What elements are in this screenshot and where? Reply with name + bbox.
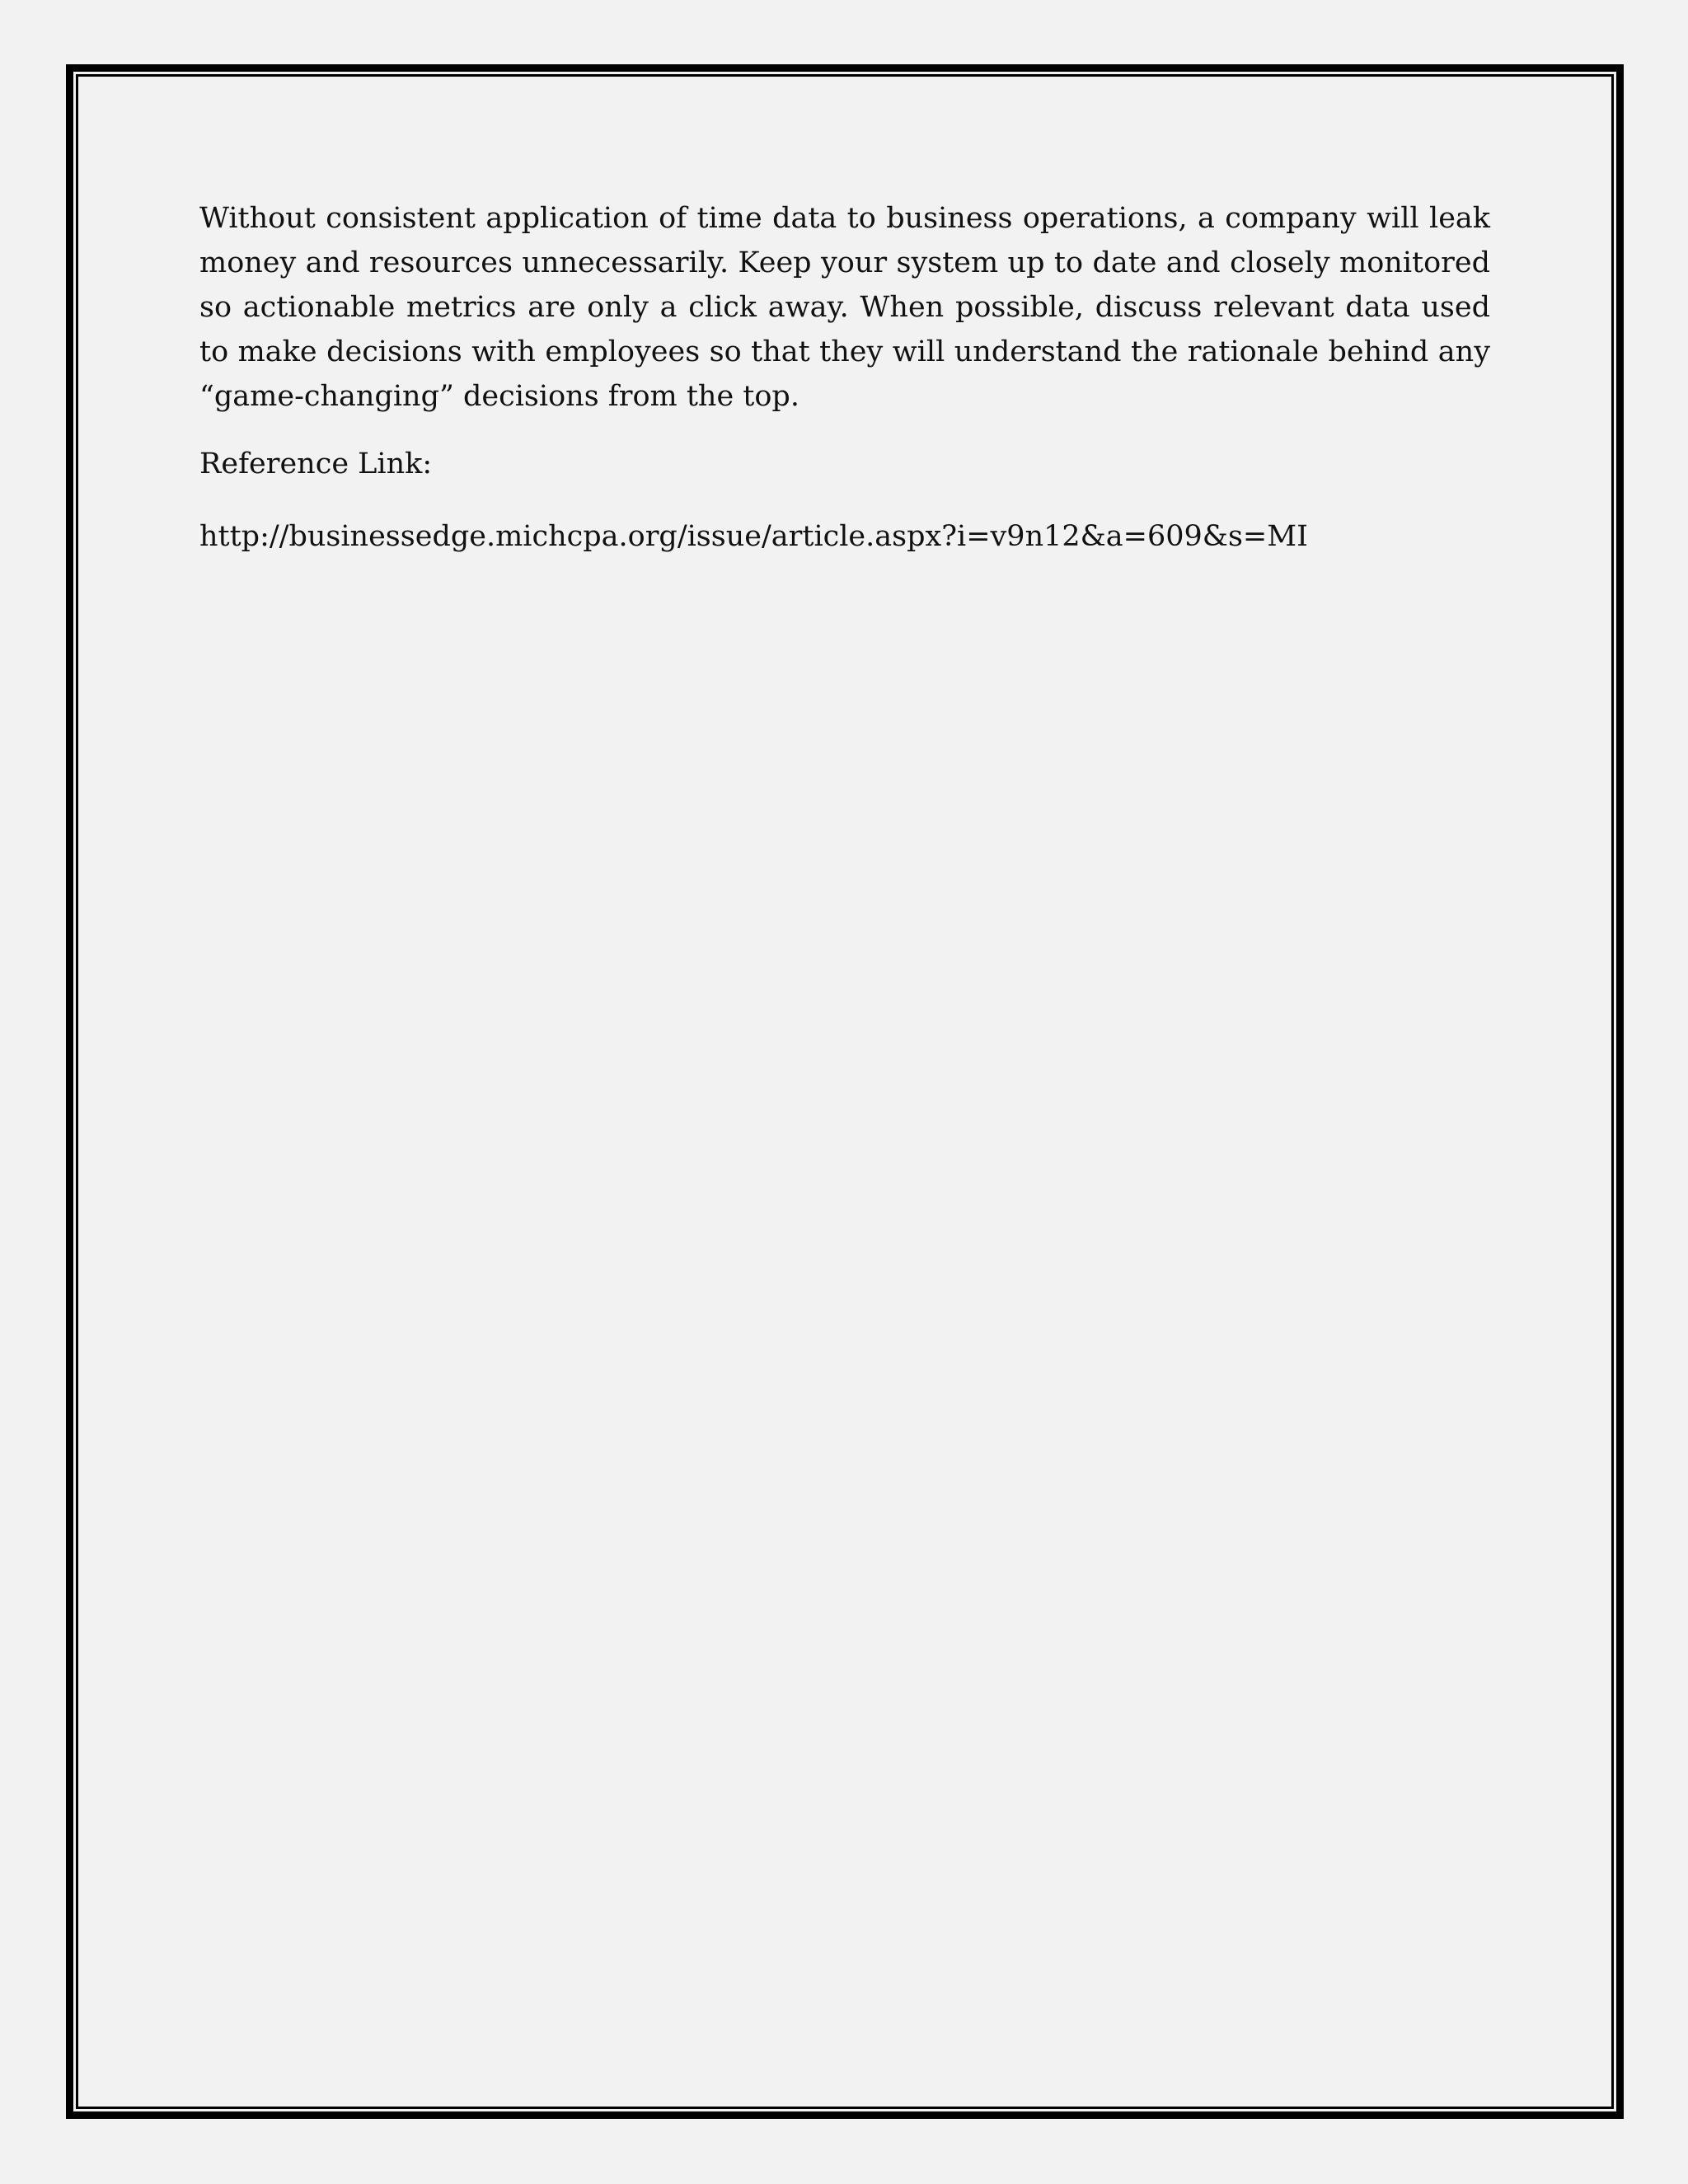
document-content — [199, 196, 1490, 559]
reference-link[interactable]: http://businessedge.michcpa.org/issue/article.aspx?i=v9n12&a=609&s=MI — [199, 520, 1308, 553]
reference-label: Reference Link: — [199, 448, 433, 480]
body-paragraph: Without consistent application of time data to business operations, a company will leak money and resources unnecessarily. Keep your system up to date and closely monitored so actionable metrics are only a click away. When possible, discuss relevant data used to make decisions with employees so that they will understand the rationale behind any “game-changing” decisions from the top. — [199, 202, 1490, 413]
